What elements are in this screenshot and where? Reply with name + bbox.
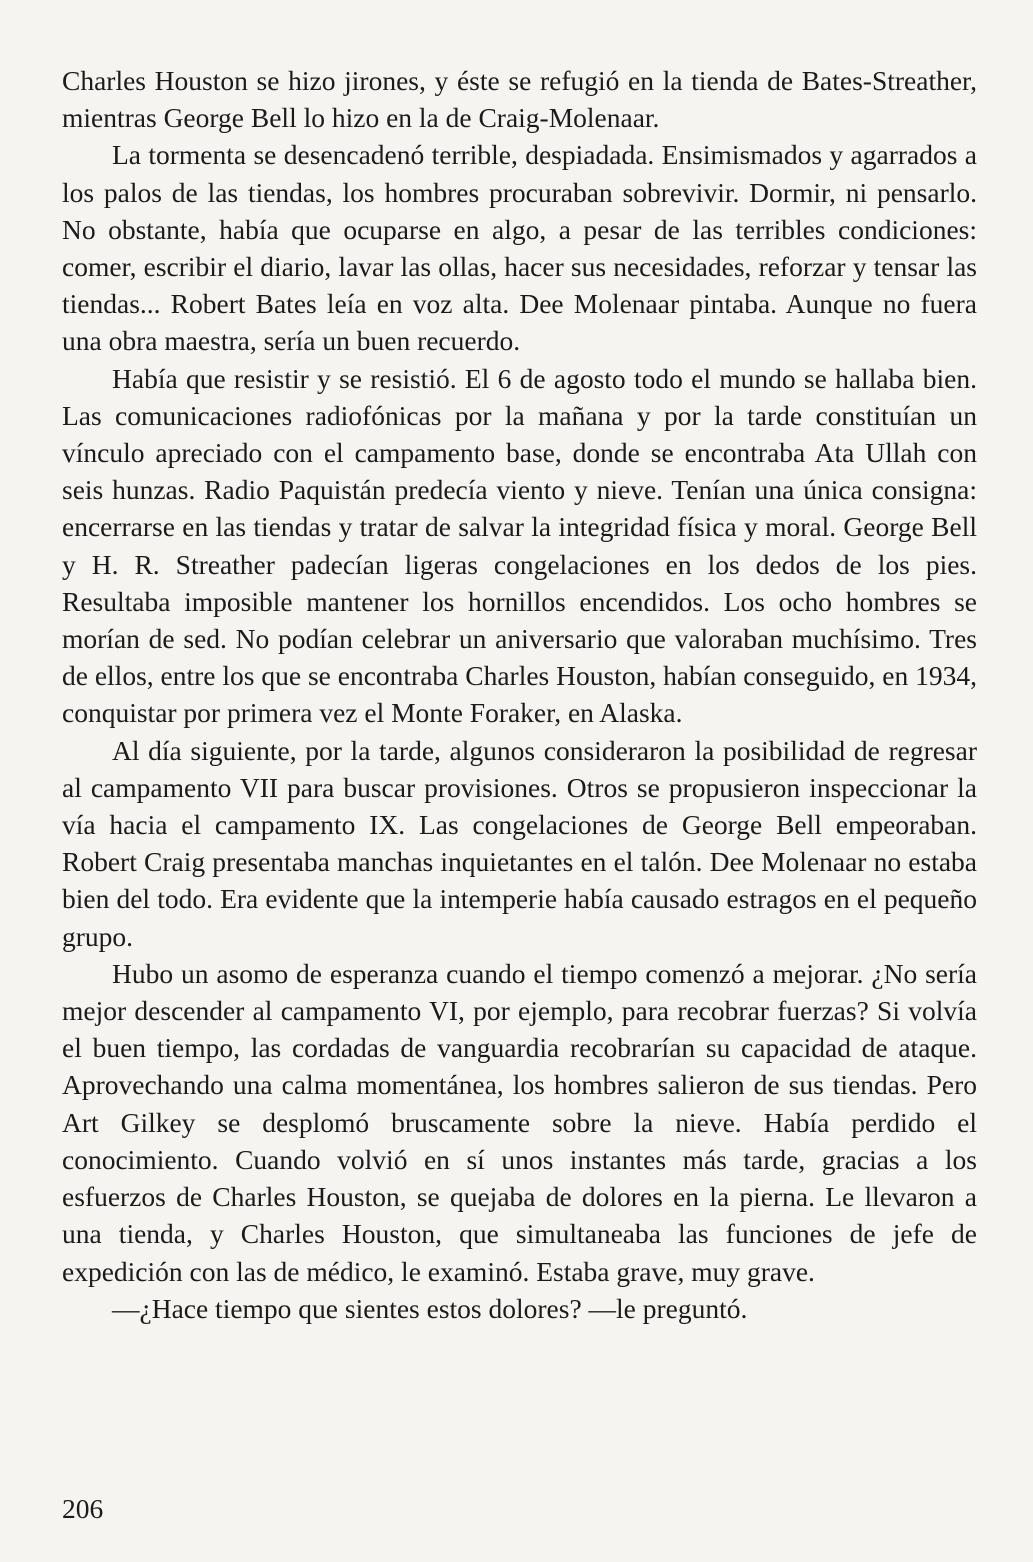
paragraph-5: Hubo un asomo de esperanza cuando el tiempo comenzó a mejorar. ¿No sería mejor descender al campamento VI, por ejemplo, para recobrar fuerzas? Si volvía el buen tiempo, las cordadas de vanguardia recobrarían su capacidad de ataque. Aprovechando una calma momentánea, los hombres salieron de sus tiendas. Pero Art Gilkey se desplomó bruscamente sobre la nieve. Había perdido el conocimiento. Cuando volvió en sí unos instantes más tarde, gracias a los esfuerzos de Charles Houston, se quejaba de dolores en la pierna. Le llevaron a una tienda, y Charles Houston, que simultaneaba las funciones de jefe de expedición con las de médico, le examinó. Estaba grave, muy grave.: [62, 957, 977, 1287]
paragraph-2: La tormenta se desencadenó terrible, despiadada. Ensimismados y agarrados a los palos de las tiendas, los hombres procuraban sobrevivir. Dormir, ni pensarlo. No obstante, había que ocuparse en algo, a pesar de las terribles condiciones: comer, escribir el diario, lavar las ollas, hacer sus necesidades, reforzar y tensar las tiendas... Robert Bates leía en voz alta. Dee Molenaar pintaba. Aunque no fuera una obra maestra, sería un buen recuerdo.: [62, 139, 977, 357]
paragraph-3: Había que resistir y se resistió. El 6 de agosto todo el mundo se hallaba bien. Las comunicaciones radiofónicas por la mañana y por la tarde constituían un vínculo apreciado con el campamento base, donde se encontraba Ata Ullah con seis hunzas. Radio Paquistán predecía viento y nieve. Tenían una única consigna: encerrarse en las tiendas y tratar de salvar la integridad física y moral. George Bell y H. R. Streather padecían ligeras congelaciones en los dedos de los pies. Resultaba imposible mantener los hornillos encendidos. Los ocho hombres se morían de sed. No podían celebrar un aniversario que valoraban muchísimo. Tres de ellos, entre los que se encontraba Charles Houston, habían conseguido, en 1934, conquistar por primera vez el Monte Foraker, en Alaska.: [62, 362, 977, 729]
body-text: [62, 62, 977, 1327]
paragraph-6-dialogue: —¿Hace tiempo que sientes estos dolores? —le preguntó.: [112, 1292, 748, 1324]
paragraph-4: Al día siguiente, por la tarde, algunos consideraron la posibilidad de regresar al campamento VII para buscar provisiones. Otros se propusieron inspeccionar la vía hacia el campamento IX. Las congelaciones de George Bell empeoraban. Robert Craig presentaba manchas inquietantes en el talón. Dee Molenaar no estaba bien del todo. Era evidente que la intemperie había causado estragos en el pequeño grupo.: [62, 734, 977, 952]
paragraph-1: Charles Houston se hizo jirones, y éste se refugió en la tienda de Bates-Streather, mientras George Bell lo hizo en la de Craig-Molenaar.: [62, 65, 977, 134]
page-number: 206: [62, 1493, 104, 1524]
